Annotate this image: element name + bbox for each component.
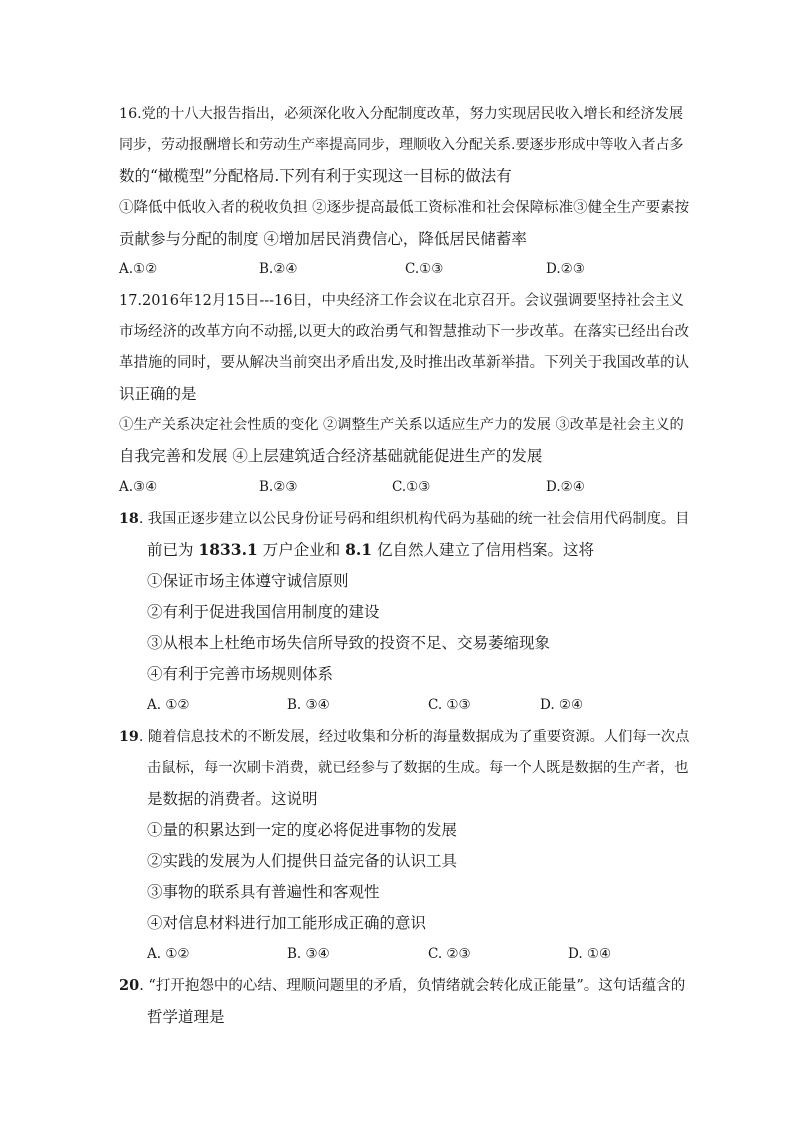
q18-text: 万户企业和: [257, 541, 346, 559]
q18-statement: ④有利于完善市场规则体系: [147, 665, 334, 683]
q19-statement: ④对信息材料进行加工能形成正确的意识: [147, 914, 427, 932]
q16-statements-line: 贡献参与分配的制度 ④增加居民消费信心，降低居民储蓄率: [119, 230, 527, 248]
q17-option-c[interactable]: C.①③: [392, 479, 431, 495]
q18-text: 前已为: [147, 541, 199, 559]
q17-statements-line: 自我完善和发展 ④上层建筑适合经济基础就能促进生产的发展: [119, 447, 543, 465]
q18-number-bold: 1833.1: [198, 540, 258, 559]
q18-stem-line: [119, 509, 689, 529]
q19-option-c[interactable]: C. ②③: [428, 946, 471, 962]
q18-stem-text: . 我国正逐步建立以公民身份证号码和组织机构代码为基础的统一社会信用代码制度。目: [138, 511, 690, 527]
q16-option-b[interactable]: B.②④: [259, 261, 298, 277]
q17-statements-line: ①生产关系决定社会性质的变化 ②调整生产关系以适应生产力的发展 ③改革是社会主义的: [119, 417, 684, 433]
q18-text: 亿自然人建立了信用档案。这将: [372, 541, 595, 559]
q16-stem-line: 数的“橄榄型”分配格局.下列有利于实现这一目标的做法有: [119, 167, 512, 185]
q17-option-b[interactable]: B.②③: [259, 479, 298, 495]
q18-option-c[interactable]: C. ①③: [428, 697, 471, 713]
q19-stem-line: 是数据的消费者。这说明: [147, 790, 318, 808]
q20-stem-line: 哲学道理是: [147, 1008, 225, 1026]
q18-number: 18: [119, 511, 139, 527]
q17-stem-line: 17.2016年12月15日---16日，中央经济工作会议在北京召开。会议强调要坚持社会主义: [119, 293, 685, 309]
q18-option-d[interactable]: D. ②④: [540, 697, 584, 713]
q19-statement: ②实践的发展为人们提供日益完备的认识工具: [147, 852, 458, 870]
q20-stem-text: . “打开抱怨中的心结、理顺问题里的矛盾，负情绪就会转化成正能量”。这句话蕴含的: [139, 978, 686, 994]
q19-stem-line: [119, 727, 689, 747]
q18-statement: ②有利于促进我国信用制度的建设: [147, 603, 380, 621]
q16-option-d[interactable]: D.②③: [546, 261, 585, 277]
q17-option-a[interactable]: A.③④: [119, 479, 158, 495]
q16-stem-line: 同步，劳动报酬增长和劳动生产率提高同步，理顺收入分配关系.要逐步形成中等收入者占多: [119, 137, 684, 153]
q18-option-a[interactable]: A. ①②: [147, 697, 190, 713]
q16-stem-line: 16.党的十八大报告指出，必须深化收入分配制度改革，努力实现居民收入增长和经济发展: [119, 106, 684, 122]
q17-stem-line: 市场经济的改革方向不动摇,以更大的政治勇气和智慧推动下一步改革。在落实已经出台改: [119, 324, 690, 340]
q19-option-a[interactable]: A. ①②: [147, 946, 190, 962]
q17-option-d[interactable]: D.②④: [546, 479, 585, 495]
q19-number: 19: [119, 729, 139, 745]
q16-statements-line: ①降低中低收入者的税收负担 ②逐步提高最低工资标准和社会保障标准③健全生产要素按: [119, 200, 690, 216]
q19-option-d[interactable]: D. ①④: [568, 946, 612, 962]
q18-statement: ①保证市场主体遵守诚信原则: [147, 572, 349, 590]
q17-stem-line: 革措施的同时，要从解决当前突出矛盾出发,及时推出改革新举措。下列关于我国改革的认: [119, 355, 690, 371]
q19-option-b[interactable]: B. ③④: [287, 946, 330, 962]
q19-stem-text: . 随着信息技术的不断发展，经过收集和分析的海量数据成为了重要资源。人们每一次点: [138, 729, 690, 745]
q18-stem-line: [147, 540, 594, 560]
q19-stem-line: 击鼠标，每一次刷卡消费，就已经参与了数据的生成。每一个人既是数据的生产者，也: [147, 760, 689, 776]
q19-statement: ①量的积累达到一定的度必将促进事物的发展: [147, 821, 458, 839]
q16-option-c[interactable]: C.①③: [405, 261, 444, 277]
q18-number-bold: 8.1: [345, 540, 373, 559]
q19-statement: ③事物的联系具有普遍性和客观性: [147, 883, 380, 901]
q18-statement: ③从根本上杜绝市场失信所导致的投资不足、交易萎缩现象: [147, 634, 551, 652]
q20-number: 20: [119, 977, 140, 994]
q20-stem-line: [119, 976, 685, 996]
q17-stem-line: 识正确的是: [119, 385, 197, 403]
q16-option-a[interactable]: A.①②: [119, 261, 158, 277]
q18-option-b[interactable]: B. ③④: [287, 697, 330, 713]
